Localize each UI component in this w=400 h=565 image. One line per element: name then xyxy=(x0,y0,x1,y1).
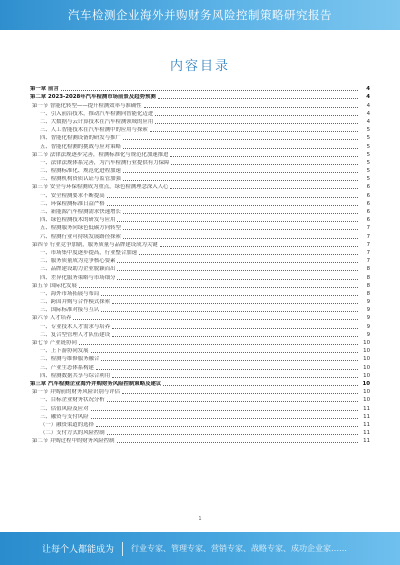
toc-leader-dots xyxy=(112,377,358,378)
toc-leader-dots xyxy=(101,360,358,361)
toc-leader-dots xyxy=(117,279,358,280)
toc-entry[interactable] xyxy=(30,215,370,223)
toc-entry-page: 4 xyxy=(366,94,370,101)
toc-entry[interactable] xyxy=(30,330,370,338)
toc-entry-label: 一、安全检测要求不断提高 xyxy=(40,192,105,199)
toc-leader-dots xyxy=(91,352,358,353)
toc-entry[interactable] xyxy=(30,281,370,289)
toc-entry-page: 6 xyxy=(366,217,370,224)
toc-entry-label: 四、差异化服务策略与市场细分 xyxy=(40,274,116,281)
toc-entry-page: 11 xyxy=(363,421,370,428)
toc-leader-dots xyxy=(79,287,358,288)
toc-entry-label: 三、国际标准对接与互认 xyxy=(40,307,100,314)
toc-leader-dots xyxy=(117,442,358,443)
page-number: 1 xyxy=(198,516,202,522)
toc-entry-label: 第六节 人才培养 xyxy=(32,315,72,322)
toc-entry[interactable] xyxy=(30,289,370,297)
toc-entry[interactable] xyxy=(30,240,370,248)
toc-entry-page: 7 xyxy=(366,241,370,248)
toc-entry-page: 5 xyxy=(366,151,370,158)
toc-leader-dots xyxy=(158,98,358,99)
toc-entry-label: 五、智能化检测的挑战与应对策略 xyxy=(40,143,121,150)
toc-entry[interactable] xyxy=(30,174,370,182)
toc-entry[interactable] xyxy=(30,420,370,428)
toc-entry-page: 5 xyxy=(366,135,370,142)
report-title: 汽车检测企业海外并购财务风险控制策略研究报告 xyxy=(68,8,332,22)
toc-entry-page: 4 xyxy=(366,86,370,93)
toc-leader-dots xyxy=(123,172,358,173)
toc-entry-page: 7 xyxy=(366,249,370,256)
toc-leader-dots xyxy=(123,213,358,214)
toc-entry-label: 五、检测服务向绿色低碳方向转型 xyxy=(40,225,121,232)
toc-entry[interactable] xyxy=(30,231,370,239)
toc-leader-dots xyxy=(170,188,358,189)
toc-entry-page: 7 xyxy=(366,233,370,240)
toc-entry-page: 8 xyxy=(366,274,370,281)
toc-entry-label: 二、检测标准化、规范化进程加速 xyxy=(40,168,121,175)
toc-entry-page: 7 xyxy=(366,258,370,265)
toc-entry[interactable] xyxy=(30,158,370,166)
toc-entry-page: 6 xyxy=(366,200,370,207)
toc-entry[interactable] xyxy=(30,182,370,190)
footer-slogan: 让每个人都能成为 xyxy=(42,545,115,555)
toc-entry-label: 三、新能源汽车检测需求快速增长 xyxy=(40,209,121,215)
toc-entry-label: 六、检测行业可持续发展路径探索 xyxy=(40,233,121,240)
toc-leader-dots xyxy=(107,401,358,402)
toc-leader-dots xyxy=(96,426,358,427)
toc-leader-dots xyxy=(171,164,358,165)
toc-entry-label: 一、法律法规体系完善，为汽车检测行业提供有力保障 xyxy=(40,159,170,166)
toc-entry[interactable] xyxy=(30,141,370,149)
toc-entry[interactable] xyxy=(30,166,370,174)
toc-entry[interactable] xyxy=(30,321,370,329)
toc-leader-dots xyxy=(123,180,358,181)
toc-leader-dots xyxy=(117,270,358,271)
toc-entry[interactable] xyxy=(30,100,370,108)
toc-entry[interactable] xyxy=(30,133,370,141)
toc-entry-page: 8 xyxy=(366,282,370,289)
toc-entry-label: 第四节 行业竞争加剧，服务质量与品牌建设成为关键 xyxy=(32,241,158,248)
toc-entry[interactable] xyxy=(30,84,370,92)
toc-entry-page: 6 xyxy=(366,192,370,199)
toc-leader-dots xyxy=(170,156,358,157)
toc-entry-label: 一、目标企业财务状况分析 xyxy=(40,397,105,404)
toc-entry-label: 四、绿色检测技术的研发与应用 xyxy=(40,217,116,224)
toc-entry-label: 第一章 前言 xyxy=(30,86,59,93)
toc-entry[interactable] xyxy=(30,109,370,117)
toc-entry[interactable] xyxy=(30,362,370,370)
toc-entry[interactable] xyxy=(30,190,370,198)
toc-entry-page: 4 xyxy=(366,110,370,117)
toc-entry-page: 10 xyxy=(363,348,370,355)
toc-entry-page: 8 xyxy=(366,290,370,297)
toc-entry[interactable] xyxy=(30,248,370,256)
toc-leader-dots xyxy=(123,148,358,149)
toc-entry-label: 第二章 2023-2028年汽车检测市场前景及趋势预测 xyxy=(30,94,156,101)
toc-leader-dots xyxy=(163,385,358,386)
toc-entry-page: 5 xyxy=(366,168,370,175)
toc-entry-label: 第二节 法律法规逐步完善，检测标准化与规范化加速推进 xyxy=(32,151,169,158)
toc-entry-page: 5 xyxy=(366,127,370,134)
toc-leader-dots xyxy=(117,262,358,263)
toc-leader-dots xyxy=(107,197,358,198)
toc-entry[interactable] xyxy=(30,346,370,354)
footer-banner xyxy=(0,532,400,565)
toc-entry-label: 四、检测数据共享与综合利用 xyxy=(40,372,111,379)
toc-leader-dots xyxy=(107,205,358,206)
toc-entry[interactable] xyxy=(30,436,370,444)
toc-entry-page: 5 xyxy=(366,176,370,183)
toc-leader-dots xyxy=(123,139,358,140)
toc-entry-page: 9 xyxy=(366,331,370,338)
header-banner xyxy=(0,0,400,30)
toc-entry-label: 二、环保检测标准日益严格 xyxy=(40,200,105,207)
toc-entry-label: （二）支付方式的风险控制 xyxy=(40,430,105,437)
toc-entry-label: 第二节 并购过程中的财务风险控制 xyxy=(32,438,115,445)
toc-leader-dots xyxy=(155,115,358,116)
toc-entry-page: 10 xyxy=(363,356,370,363)
toc-entry[interactable] xyxy=(30,395,370,403)
toc-title: 内容目录 xyxy=(169,59,230,74)
toc-entry-label: 第五节 国际化发展 xyxy=(32,282,77,289)
toc-leader-dots xyxy=(112,303,358,304)
toc-entry-label: 第三节 安全与环保检测成为重点，绿色检测理念深入人心 xyxy=(32,184,169,191)
toc-entry-page: 4 xyxy=(366,102,370,109)
toc-entry-page: 5 xyxy=(366,143,370,150)
toc-leader-dots xyxy=(150,131,358,132)
toc-entry[interactable] xyxy=(30,313,370,321)
toc-entry-label: 二、复合型管理人才队伍建设 xyxy=(40,331,111,338)
toc-entry-page: 9 xyxy=(366,323,370,330)
toc-entry-label: （一）融资渠道的选择 xyxy=(40,421,94,428)
toc-leader-dots xyxy=(144,107,358,108)
toc-entry[interactable] xyxy=(30,354,370,362)
toc-entry-label: 一、市场集中度逐步提高，行业整合加速 xyxy=(40,249,138,256)
toc-leader-dots xyxy=(123,229,358,230)
toc-entry-page: 6 xyxy=(366,184,370,191)
toc-entry[interactable] xyxy=(30,379,370,387)
toc-entry-page: 8 xyxy=(366,266,370,273)
toc-entry-label: 二、跨国并购与合作模式探索 xyxy=(40,299,111,306)
toc-leader-dots xyxy=(96,369,358,370)
toc-entry-label: 第七节 产业链协同 xyxy=(32,340,77,346)
toc-entry-page: 7 xyxy=(366,225,370,232)
toc-entry-page: 10 xyxy=(363,364,370,371)
toc-leader-dots xyxy=(61,90,358,91)
toc-entry-page: 10 xyxy=(362,380,370,387)
toc-entry-label: 三、融资与支付风险 xyxy=(40,413,89,420)
toc-entry-label: 二、大数据与云计算技术在汽车检测领域的应用 xyxy=(40,118,154,125)
toc-leader-dots xyxy=(91,410,358,411)
toc-entry[interactable] xyxy=(30,264,370,272)
toc-entry-page: 9 xyxy=(366,307,370,314)
toc-leader-dots xyxy=(155,123,358,124)
toc-entry-page: 11 xyxy=(363,438,370,445)
toc-entry-label: 第一节 智能化转型——提升检测效率与准确性 xyxy=(32,102,142,109)
toc-leader-dots xyxy=(73,319,358,320)
toc-entry[interactable] xyxy=(30,297,370,305)
toc-entry[interactable] xyxy=(30,371,370,379)
toc-leader-dots xyxy=(117,221,358,222)
toc-entry-label: 三、人工智能技术在汽车检测中的应用与探索 xyxy=(40,127,148,134)
toc-entry-label: 第一节 并购前的财务风险识别与评估 xyxy=(32,389,120,396)
toc-entry-label: 一、引入前沿技术，推动汽车检测向智能化迈进 xyxy=(40,110,154,117)
toc-entry[interactable] xyxy=(30,428,370,436)
toc-entry[interactable] xyxy=(30,272,370,280)
toc-entry-page: 6 xyxy=(366,209,370,215)
toc-entry-label: 三、产业生态体系构建 xyxy=(40,364,94,371)
toc-entry[interactable] xyxy=(30,412,370,420)
toc-leader-dots xyxy=(101,311,358,312)
toc-entry-page: 11 xyxy=(363,413,370,420)
toc-entry[interactable] xyxy=(30,207,370,215)
toc-entry[interactable] xyxy=(30,403,370,411)
toc-entry-label: 一、上下游协同发展 xyxy=(40,348,89,355)
toc-entry-page: 11 xyxy=(363,405,370,412)
toc-entry[interactable] xyxy=(30,92,370,100)
toc-entry-page: 5 xyxy=(366,159,370,166)
toc-entry-label: 三、检测机构资质认证与监管加强 xyxy=(40,176,121,183)
toc-entry-page: 4 xyxy=(366,118,370,125)
toc-entry[interactable] xyxy=(30,338,370,346)
toc-entry-label: 三、品牌建设助力企业脱颖而出 xyxy=(40,266,116,273)
table-of-contents xyxy=(30,84,370,444)
toc-entry-page: 10 xyxy=(363,389,370,396)
footer-divider xyxy=(122,542,123,556)
toc-entry-page: 10 xyxy=(363,372,370,379)
toc-entry[interactable] xyxy=(30,150,370,158)
toc-entry-label: 第三章 汽车检测企业海外并购财务风险控制策略及建议 xyxy=(30,380,162,387)
toc-entry[interactable] xyxy=(30,199,370,207)
toc-entry[interactable] xyxy=(30,256,370,264)
toc-entry[interactable] xyxy=(30,223,370,231)
toc-entry-page: 9 xyxy=(366,299,370,306)
toc-entry-page: 11 xyxy=(363,430,370,437)
toc-leader-dots xyxy=(122,393,358,394)
toc-entry-label: 二、服务质量成为竞争核心要素 xyxy=(40,258,116,265)
toc-entry-page: 9 xyxy=(366,315,370,322)
toc-entry-page: 10 xyxy=(363,397,370,404)
toc-entry[interactable] xyxy=(30,305,370,313)
toc-leader-dots xyxy=(107,434,358,435)
toc-entry[interactable] xyxy=(30,387,370,395)
toc-leader-dots xyxy=(79,344,358,345)
toc-leader-dots xyxy=(160,246,358,247)
toc-leader-dots xyxy=(112,336,358,337)
toc-leader-dots xyxy=(112,328,358,329)
toc-leader-dots xyxy=(91,418,358,419)
toc-entry-label: 一、海外市场拓展与布局 xyxy=(40,290,100,297)
toc-entry-label: 一、专业技术人才需求与培养 xyxy=(40,323,111,330)
toc-entry[interactable] xyxy=(30,117,370,125)
toc-entry-label: 四、智能化检测设备的研发与推广 xyxy=(40,135,121,142)
toc-entry-label: 二、估值风险及应对 xyxy=(40,405,89,412)
toc-leader-dots xyxy=(123,238,358,239)
footer-tagline: 行业专家、管理专家、营销专家、战略专家、成功企业家…… xyxy=(131,544,348,553)
toc-entry-label: 二、检测与维修服务融合 xyxy=(40,356,100,363)
toc-entry-page: 10 xyxy=(363,340,370,346)
toc-leader-dots xyxy=(139,254,358,255)
toc-leader-dots xyxy=(101,295,358,296)
toc-entry[interactable] xyxy=(30,125,370,133)
